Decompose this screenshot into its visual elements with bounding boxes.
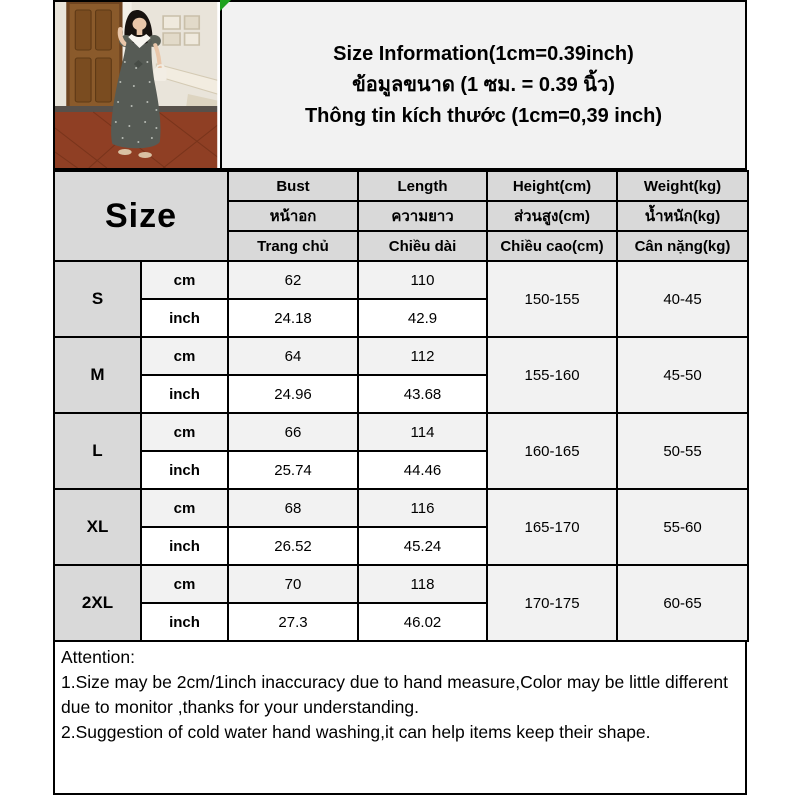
bust-inch-3: 26.52 (228, 527, 358, 565)
weight-range-3: 55-60 (617, 489, 748, 565)
weight-range-0: 40-45 (617, 261, 748, 337)
col-length-th: ความยาว (358, 201, 487, 231)
attention-note-2: 2.Suggestion of cold water hand washing,it can help items keep their shape. (61, 721, 651, 742)
unit-inch-cell-0: inch (141, 299, 228, 337)
col-bust-th: หน้าอก (228, 201, 358, 231)
unit-inch-cell-1: inch (141, 375, 228, 413)
unit-cm-cell-2: cm (141, 413, 228, 451)
height-range-3: 165-170 (487, 489, 617, 565)
bust-cm-4: 70 (228, 565, 358, 603)
top-section (53, 0, 747, 170)
size-cell-2XL: 2XL (54, 565, 141, 641)
bust-cm-1: 64 (228, 337, 358, 375)
col-height-vi: Chiều cao(cm) (487, 231, 617, 261)
col-length-en: Length (358, 171, 487, 201)
length-cm-1: 112 (358, 337, 487, 375)
attention-box (53, 640, 747, 795)
size-table-header (54, 171, 748, 261)
bust-inch-1: 24.96 (228, 375, 358, 413)
size-table-wrap (53, 170, 747, 642)
weight-range-2: 50-55 (617, 413, 748, 489)
size-cell-L: L (54, 413, 141, 489)
unit-inch-cell-2: inch (141, 451, 228, 489)
col-length-vi: Chiều dài (358, 231, 487, 261)
attention-heading: Attention: (61, 647, 135, 667)
col-weight-vi: Cân nặng(kg) (617, 231, 748, 261)
length-inch-4: 46.02 (358, 603, 487, 641)
weight-range-1: 45-50 (617, 337, 748, 413)
bust-cm-2: 66 (228, 413, 358, 451)
bust-cm-3: 68 (228, 489, 358, 527)
bust-cm-0: 62 (228, 261, 358, 299)
size-header-cell: Size (54, 171, 228, 261)
col-weight-th: น้ำหนัก(kg) (617, 201, 748, 231)
size-table (53, 170, 749, 642)
size-cell-M: M (54, 337, 141, 413)
unit-cm-cell-3: cm (141, 489, 228, 527)
length-inch-0: 42.9 (358, 299, 487, 337)
title-line-th: ข้อมูลขนาด (1 ซม. = 0.39 นิ้ว) (352, 73, 615, 96)
unit-cm-cell-4: cm (141, 565, 228, 603)
attention-note-1: 1.Size may be 2cm/1inch inaccuracy due to hand measure,Color may be little different due to monitor ,thanks for your understanding. (61, 671, 728, 717)
unit-cm-cell-1: cm (141, 337, 228, 375)
size-table-body (54, 261, 748, 641)
col-bust-vi: Trang chủ (228, 231, 358, 261)
weight-range-4: 60-65 (617, 565, 748, 641)
height-range-2: 160-165 (487, 413, 617, 489)
product-photo (53, 0, 222, 170)
length-cm-0: 110 (358, 261, 487, 299)
bust-inch-0: 24.18 (228, 299, 358, 337)
length-inch-1: 43.68 (358, 375, 487, 413)
col-height-en: Height(cm) (487, 171, 617, 201)
unit-cm-cell-0: cm (141, 261, 228, 299)
length-inch-3: 45.24 (358, 527, 487, 565)
product-photo-illustration (55, 2, 222, 168)
length-cm-3: 116 (358, 489, 487, 527)
length-inch-2: 44.46 (358, 451, 487, 489)
bust-inch-2: 25.74 (228, 451, 358, 489)
col-weight-en: Weight(kg) (617, 171, 748, 201)
length-cm-2: 114 (358, 413, 487, 451)
height-range-0: 150-155 (487, 261, 617, 337)
size-cell-XL: XL (54, 489, 141, 565)
title-block (222, 0, 747, 170)
col-height-th: ส่วนสูง(cm) (487, 201, 617, 231)
height-range-1: 155-160 (487, 337, 617, 413)
height-range-4: 170-175 (487, 565, 617, 641)
unit-inch-cell-4: inch (141, 603, 228, 641)
unit-inch-cell-3: inch (141, 527, 228, 565)
bust-inch-4: 27.3 (228, 603, 358, 641)
title-line-en: Size Information(1cm=0.39inch) (333, 42, 634, 65)
size-cell-S: S (54, 261, 141, 337)
title-line-vi: Thông tin kích thước (1cm=0,39 inch) (304, 104, 663, 127)
col-bust-en: Bust (228, 171, 358, 201)
green-corner-marker-icon (220, 0, 231, 11)
length-cm-4: 118 (358, 565, 487, 603)
